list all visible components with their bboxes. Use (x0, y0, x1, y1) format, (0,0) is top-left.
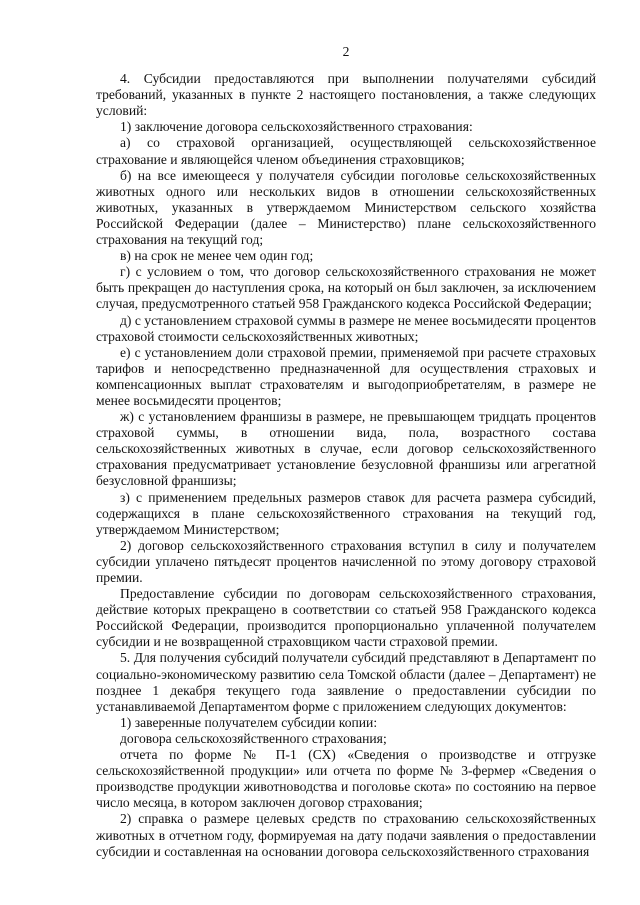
paragraph: 2) справка о размере целевых средств по страхованию сельскохозяйственных животных в отчетном году, формируемая на дату подачи заявления о предоставлении субсидии и составленная на основании договора сельскохозяйственного страхования (96, 811, 596, 859)
paragraph: е) с установлением доли страховой премии, применяемой при расчете страховых тарифов и непосредственно предназначенной для осуществления страховых и компенсационных выплат страхователям и выгодоприобретателям, в размере не менее восьмидесяти процентов; (96, 344, 596, 408)
paragraph: 4. Субсидии предоставляются при выполнении получателями субсидий требований, указанных в пункте 2 настоящего постановления, а также следующих условий: (96, 71, 596, 119)
paragraph: д) с установлением страховой суммы в размере не менее восьмидесяти процентов страховой стоимости сельскохозяйственных животных; (96, 312, 596, 344)
paragraph: ж) с установлением франшизы в размере, не превышающем тридцать процентов страховой суммы, в отношении вида, пола, возрастного состава сельскохозяйственных животных в случае, если договор сельскохозяйственного страхования предусматривает установление безусловной франшизы или агрегатной безусловной франшизы; (96, 409, 596, 489)
paragraph: 2) договор сельскохозяйственного страхования вступил в силу и получателем субсидии уплачено пятьдесят процентов начисленной по этому договору страховой премии. (96, 537, 596, 585)
paragraph: г) с условием о том, что договор сельскохозяйственного страхования не может быть прекращен до наступления срока, на который он был заключен, за исключением случая, предусмотренного статьей 958 Гражданского кодекса Российской Федерации; (96, 264, 596, 312)
paragraph: б) на все имеющееся у получателя субсидии поголовье сельскохозяйственных животных одного или нескольких видов в отношении сельскохозяйственных животных, указанных в утверждаемом Министерством сельского хозяйства Российской Федерации (далее – Министерство) плане сельскохозяйственного страхования на текущий год; (96, 167, 596, 248)
paragraph: а) со страховой организацией, осуществляющей сельскохозяйственное страхование и являющейся членом объединения страховщиков; (96, 135, 596, 167)
paragraph: 1) заключение договора сельскохозяйственного страхования: (120, 119, 473, 135)
paragraph: договора сельскохозяйственного страхования; (120, 730, 387, 746)
document-body (96, 71, 596, 860)
page-number: 2 (342, 44, 350, 59)
paragraph: Предоставление субсидии по договорам сельскохозяйственного страхования, действие которых прекращено в соответствии со статьей 958 Гражданского кодекса Российской Федерации, производится пропорционально уплаченной получателем субсидии и не возвращенной страховщиком части страховой премии. (96, 586, 596, 650)
paragraph: 1) заверенные получателем субсидии копии: (120, 714, 378, 730)
paragraph: з) с применением предельных размеров ставок для расчета размера субсидий, содержащихся в плане сельскохозяйственного страхования на текущий год, утверждаемом Министерством; (96, 489, 596, 537)
paragraph: 5. Для получения субсидий получатели субсидий представляют в Департамент по социально-экономическому развитию села Томской области (далее – Департамент) не позднее 1 декабря текущего года заявление о предоставлении субсидии по устанавливаемой Департаментом форме с приложением следующих документов: (96, 650, 596, 714)
paragraph: в) на срок не менее чем один год; (120, 248, 314, 264)
paragraph: отчета по форме № П-1 (СХ) «Сведения о производстве и отгрузке сельскохозяйственной продукции» или отчета по форме № 3-фермер «Сведения о производстве продукции животноводства и поголовье скота» по состоянию на первое число месяца, в котором заключен договор страхования; (96, 747, 596, 811)
